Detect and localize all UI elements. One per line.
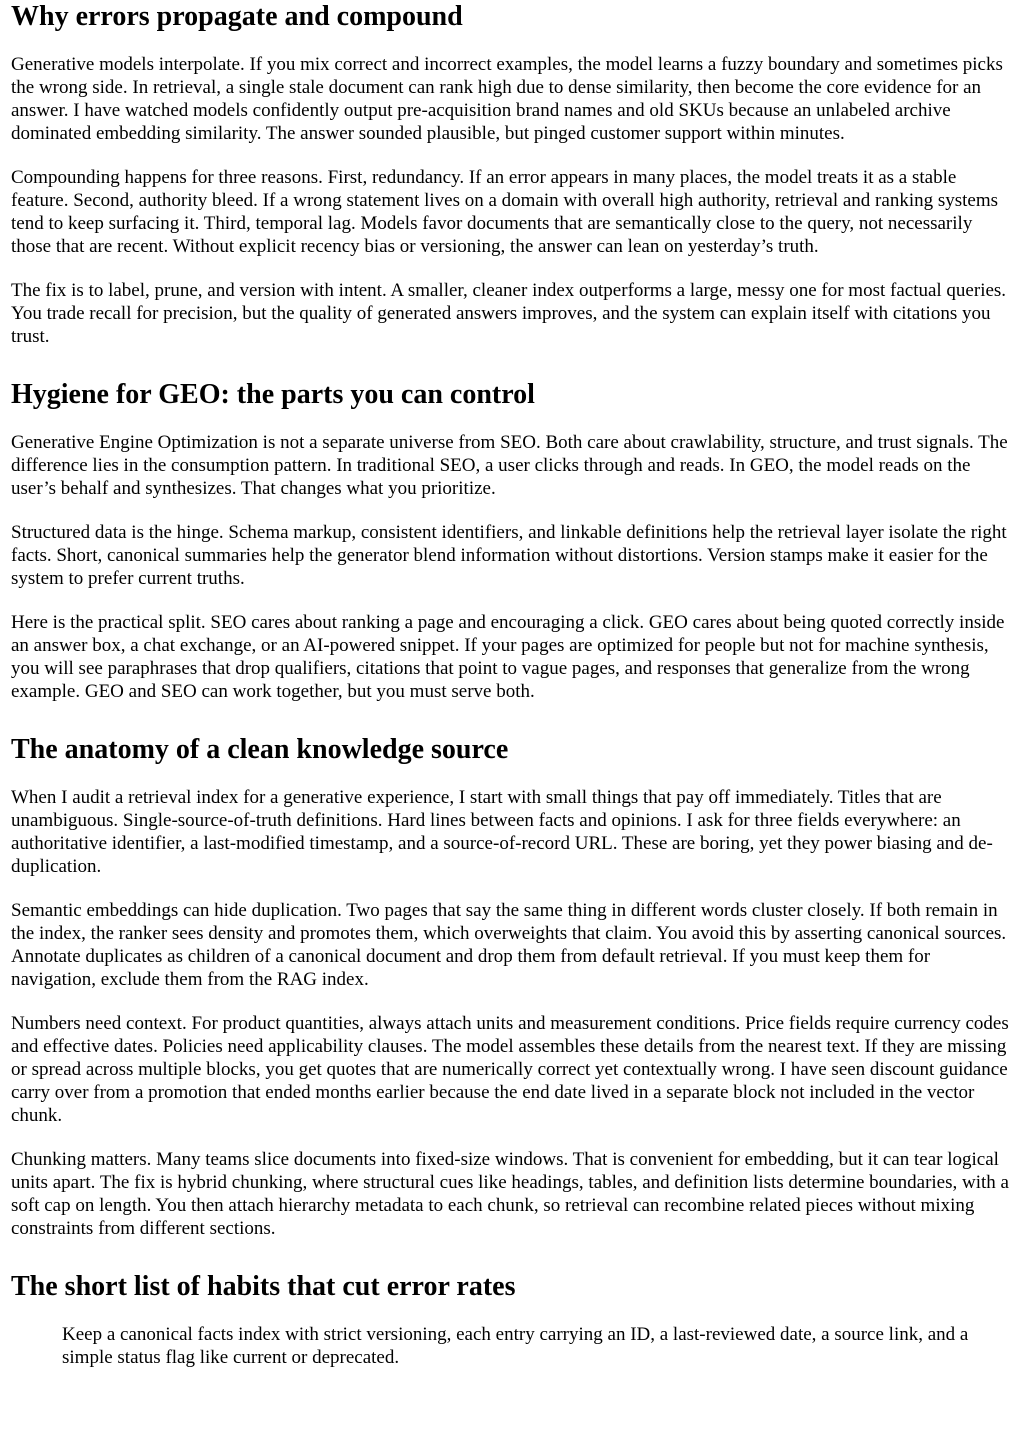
paragraph: The fix is to label, prune, and version with intent. A smaller, cleaner index outperforms a large, messy one for most factual queries. You trade recall for precision, but the quality of generated answers improves, and the system can explain itself with citations you trust. (11, 280, 1007, 347)
paragraph: Chunking matters. Many teams slice documents into fixed-size windows. That is convenient for embedding, but it can tear logical units apart. The fix is hybrid chunking, where structural cues like headings, tables, and definition lists determine boundaries, with a soft cap on length. You then attach hierarchy metadata to each chunk, so retrieval can recombine related pieces without mixing constraints from different sections. (11, 1149, 1009, 1239)
section-heading: Why errors propagate and compound (11, 1, 463, 32)
paragraph: Generative models interpolate. If you mix correct and incorrect examples, the model learns a fuzzy boundary and sometimes picks the wrong side. In retrieval, a single stale document can rank high due to dense similarity, then become the core evidence for an answer. I have watched models confidently output pre-acquisition brand names and old SKUs because an unlabeled archive dominated embedding similarity. The answer sounded plausible, but pinged customer support within minutes. (11, 54, 1003, 144)
paragraph: Structured data is the hinge. Schema markup, consistent identifiers, and linkable definitions help the retrieval layer isolate the right facts. Short, canonical summaries help the generator blend information without distortions. Version stamps make it easier for the system to prefer current truths. (11, 522, 1007, 589)
paragraph: Numbers need context. For product quantities, always attach units and measurement conditions. Price fields require currency codes and effective dates. Policies need applicability clauses. The model assembles these details from the nearest text. If they are missing or spread across multiple blocks, you get quotes that are numerically correct yet contextually wrong. I have seen discount guidance carry over from a promotion that ended months earlier because the end date lived in a separate block not included in the vector chunk. (11, 1013, 1009, 1126)
section-heading: Hygiene for GEO: the parts you can control (11, 379, 535, 410)
paragraph: Here is the practical split. SEO cares about ranking a page and encouraging a click. GEO cares about being quoted correctly inside an answer box, a chat exchange, or an AI-powered snippet. If your pages are optimized for people but not for machine synthesis, you will see paraphrases that drop qualifiers, citations that point to vague pages, and responses that generalize from the wrong example. GEO and SEO can work together, but you must serve both. (11, 612, 1005, 702)
section-heading: The short list of habits that cut error rates (11, 1271, 516, 1302)
paragraph: Compounding happens for three reasons. First, redundancy. If an error appears in many places, the model treats it as a stable feature. Second, authority bleed. If a wrong statement lives on a domain with overall high authority, retrieval and ranking systems tend to keep surfacing it. Third, temporal lag. Models favor documents that are semantically close to the query, not necessarily those that are recent. Without explicit recency bias or versioning, the answer can lean on yesterday’s truth. (11, 167, 999, 257)
article (0, 1, 1024, 1369)
paragraph: Generative Engine Optimization is not a separate universe from SEO. Both care about crawlability, structure, and trust signals. The difference lies in the consumption pattern. In traditional SEO, a user clicks through and reads. In GEO, the model reads on the user’s behalf and synthesizes. That changes what you prioritize. (11, 432, 1008, 499)
paragraph: When I audit a retrieval index for a generative experience, I start with small things that pay off immediately. Titles that are unambiguous. Single-source-of-truth definitions. Hard lines between facts and opinions. I ask for three fields everywhere: an authoritative identifier, a last-modified timestamp, and a source-of-record URL. These are boring, yet they power biasing and de-duplication. (11, 787, 993, 877)
paragraph: Semantic embeddings can hide duplication. Two pages that say the same thing in different words cluster closely. If both remain in the index, the ranker sees density and promotes them, which overweights that claim. You avoid this by asserting canonical sources. Annotate duplicates as children of a canonical document and drop them from default retrieval. If you must keep them for navigation, exclude them from the RAG index. (11, 900, 1007, 990)
habits-list (11, 1323, 1014, 1369)
list-item: Keep a canonical facts index with strict versioning, each entry carrying an ID, a last-reviewed date, a source link, and a simple status flag like current or deprecated. (62, 1324, 969, 1368)
section-heading: The anatomy of a clean knowledge source (11, 734, 509, 765)
